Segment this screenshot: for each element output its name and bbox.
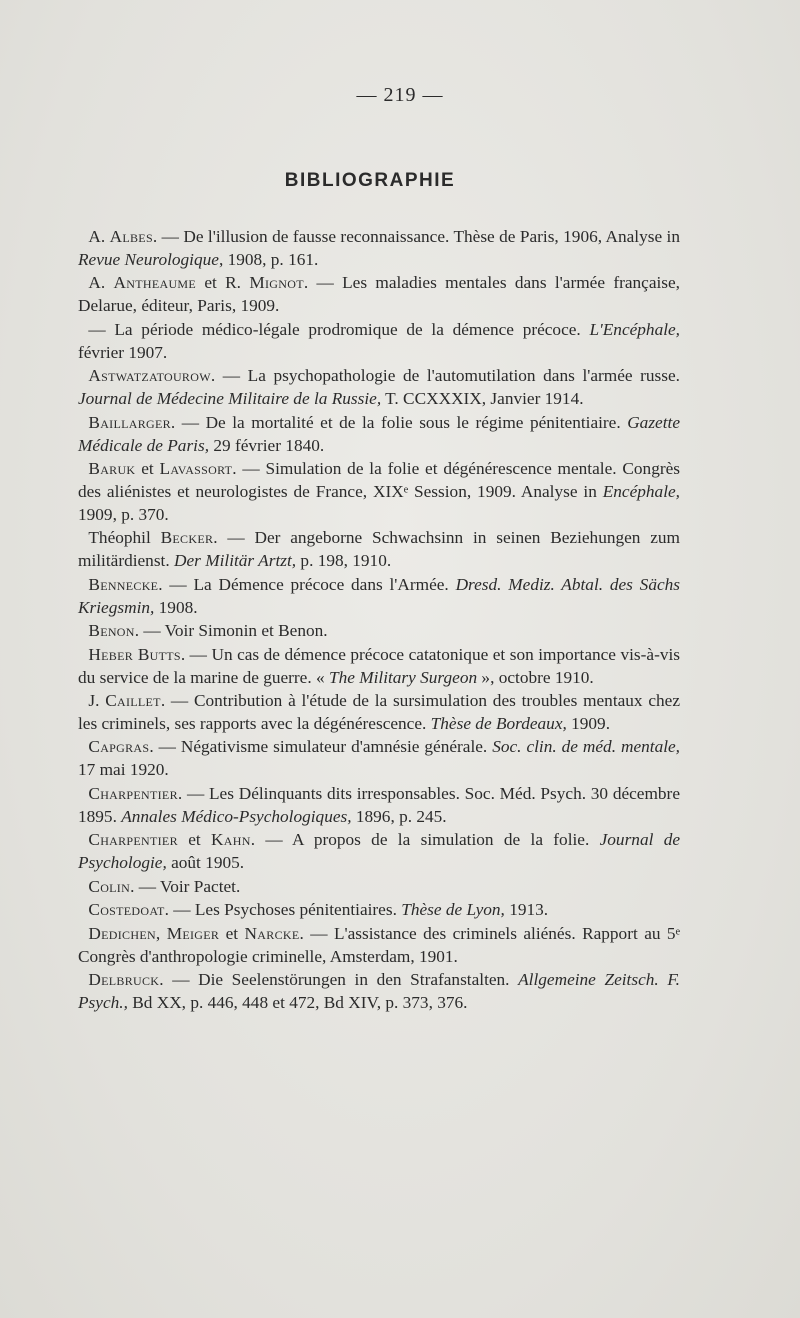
entry-text: . — Voir Pactet. xyxy=(130,876,241,896)
entry-text: p. 198, 1910. xyxy=(296,551,392,571)
entry-text: 17 mai 1920. xyxy=(78,760,169,780)
publication-title: L'Encéphale, xyxy=(589,319,680,339)
author-name: Charpentier xyxy=(88,830,178,850)
author-name: Narcke xyxy=(244,923,300,943)
publication-title: Dresd. Mediz. Abtal. des Sächs Kriegsmin, xyxy=(78,574,680,617)
entry-text: — La période médico-légale prodromique de la démence précoce. xyxy=(88,319,590,339)
entry-text: 1908. xyxy=(154,597,198,617)
author-name: Antheaume xyxy=(113,273,197,293)
entry-text: . — Die Seelenstörungen in den Strafanstalten. xyxy=(159,970,519,990)
entry-text: T. CCXXXIX, Janvier 1914. xyxy=(381,389,584,409)
entry-text: , 1908, p. 161. xyxy=(218,249,319,269)
bibliography-entry xyxy=(78,574,680,620)
entry-text: . — Simulation de la folie et dégénérescence mentale. Congrès des aliénistes et neurologistes de France, XIXᵉ Session, 1909. Analyse in xyxy=(78,459,680,501)
publication-title: Gazette Médicale de Paris, xyxy=(78,412,680,455)
bibliography-entry xyxy=(78,690,680,736)
entry-text: . — Les maladies mentales dans l'armée française, Delarue, éditeur, Paris, 1909. xyxy=(78,273,681,316)
entry-text: février 1907. xyxy=(78,342,168,362)
entry-text: . — De l'illusion de fausse reconnaissance. Thèse de Paris, 1906, Analyse in xyxy=(152,227,680,246)
entry-text: Bd XX, p. 446, 448 et 472, Bd XIV, p. 373, 376. xyxy=(127,993,468,1012)
author-name: Astwatzatourow xyxy=(88,366,211,386)
author-name: Mignot xyxy=(249,273,304,293)
publication-title: Annales Médico-Psychologiques, xyxy=(121,806,352,826)
author-name: Benon xyxy=(88,621,135,641)
entry-text: 1909, p. 370. xyxy=(78,504,169,524)
author-name: Charpentier xyxy=(88,783,178,803)
entry-text: . — Négativisme simulateur d'amnésie générale. xyxy=(149,737,493,757)
bibliography-entry xyxy=(78,969,680,1015)
bibliography-entry xyxy=(78,412,680,458)
bibliography-entry xyxy=(78,644,680,690)
entry-text: et xyxy=(219,923,245,943)
author-name: Heber Butts xyxy=(88,644,181,664)
entry-text: . — A propos de la simulation de la folie. xyxy=(250,830,600,850)
entry-text: 1896, p. 245. xyxy=(351,806,447,826)
author-name: Colin xyxy=(88,876,131,896)
page-number: — 219 — xyxy=(356,84,444,106)
entry-text: . — Voir Simonin et Benon. xyxy=(134,621,328,641)
entry-text: . — Der angeborne Schwachsinn in seinen Beziehungen zum militärdienst. xyxy=(78,528,680,571)
entry-text: », octobre 1910. xyxy=(477,667,594,687)
bibliography-entry xyxy=(78,923,680,969)
bibliography-entry xyxy=(78,458,680,527)
bibliography-entry xyxy=(78,272,680,318)
bibliography-entry xyxy=(78,620,680,643)
bibliography-entry xyxy=(78,876,680,899)
author-name: Caillet xyxy=(105,691,161,711)
entry-text: . — Les Psychoses pénitentiaires. xyxy=(164,900,402,920)
entry-text: et xyxy=(177,830,211,850)
author-name: Costedoat xyxy=(88,900,165,920)
author-name: Meiger xyxy=(166,923,220,943)
publication-title: Encéphale, xyxy=(602,481,680,501)
entry-text: août 1905. xyxy=(166,853,245,873)
entry-text: . — La psychopathologie de l'automutilation dans l'armée russe. xyxy=(210,366,680,386)
publication-title: Revue Neurologique xyxy=(78,249,219,269)
entry-text: . — La Démence précoce dans l'Armée. xyxy=(158,574,456,594)
bibliography-entry xyxy=(78,527,680,573)
entry-text: 29 février 1840. xyxy=(209,435,325,455)
entry-text: J. xyxy=(88,691,106,711)
bibliography-entry xyxy=(78,736,680,782)
author-name: Albes xyxy=(109,227,153,246)
publication-title: Der Militär Artzt, xyxy=(174,551,297,571)
author-name: Dedichen xyxy=(88,923,156,943)
author-name: Capgras xyxy=(88,737,150,757)
author-name: Becker xyxy=(160,528,214,548)
entry-text: . — Un cas de démence précoce catatonique et son importance vis-à-vis du service de la marine de guerre. « xyxy=(78,644,680,687)
bibliography-entry xyxy=(78,365,680,411)
publication-title: Journal de Psychologie, xyxy=(78,830,681,873)
publication-title: The Military Surgeon xyxy=(328,667,478,687)
entry-text: . — L'assistance des criminels aliénés. Rapport au 5ᵉ Congrès d'anthropologie criminelle, Amsterdam, 1901. xyxy=(78,923,681,966)
entry-text: , xyxy=(155,923,167,943)
section-heading: BIBLIOGRAPHIE xyxy=(284,170,456,191)
publication-title: Thèse de Lyon, xyxy=(401,900,505,920)
bibliography-entry xyxy=(78,783,680,829)
author-name: Lavassort xyxy=(159,459,233,479)
entry-text: et R. xyxy=(196,273,250,293)
author-name: Baillarger xyxy=(88,412,171,432)
bibliography-entry xyxy=(78,899,680,922)
author-name: Kahn xyxy=(211,830,251,850)
publication-title: Soc. clin. de méd. mentale, xyxy=(492,737,681,757)
entry-text: A. xyxy=(88,227,110,246)
entry-text: Théophil xyxy=(88,528,161,548)
bibliography-entry xyxy=(78,226,680,272)
bibliography-list xyxy=(78,226,680,1016)
entry-text: . — De la mortalité et de la folie sous le régime pénitentiaire. xyxy=(170,412,628,432)
author-name: Baruk xyxy=(88,459,136,479)
entry-text: 1909. xyxy=(566,713,611,733)
entry-text: . — Contribution à l'étude de la sursimulation des troubles mentaux chez les criminels, ses rapports avec la dégénérescence. xyxy=(78,691,680,733)
entry-text: A. xyxy=(88,273,114,293)
entry-text: . — Les Délinquants dits irresponsables. Soc. Méd. Psych. 30 décembre 1895. xyxy=(78,783,680,826)
publication-title: Allgemeine Zeitsch. F. Psych., xyxy=(78,970,680,1012)
bibliography-entry xyxy=(78,829,680,875)
publication-title: Journal de Médecine Militaire de la Russie, xyxy=(78,389,382,409)
entry-text: 1913. xyxy=(504,900,549,920)
entry-text: et xyxy=(135,459,160,479)
author-name: Bennecke xyxy=(88,574,159,594)
author-name: Delbruck xyxy=(88,970,160,990)
publication-title: Thèse de Bordeaux, xyxy=(430,713,567,733)
bibliography-entry xyxy=(78,319,680,365)
